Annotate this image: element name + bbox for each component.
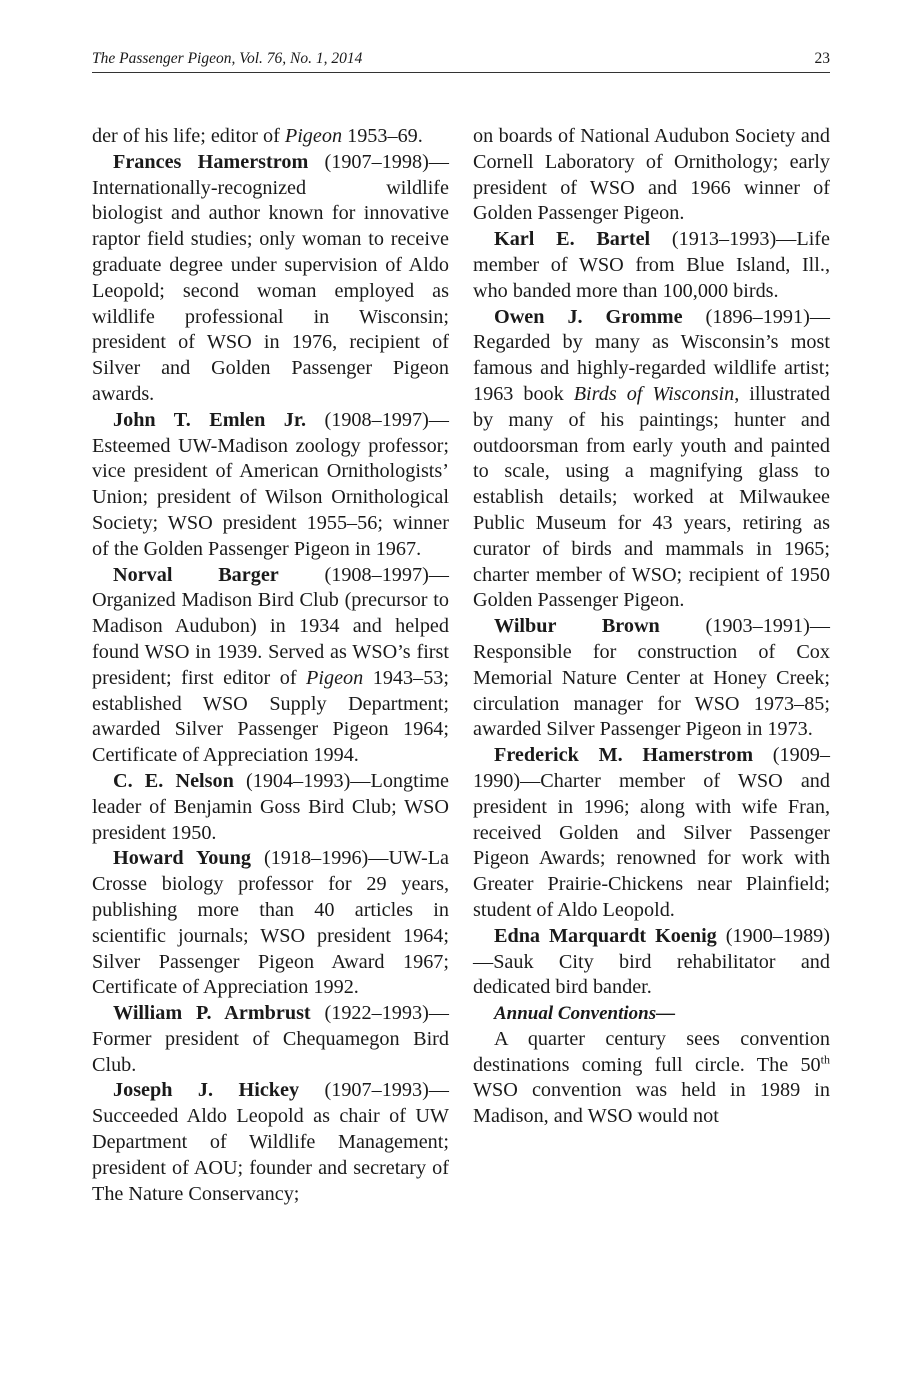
- section-heading: Annual Conventions—: [494, 1003, 676, 1025]
- entry-william-armbrust: [92, 1001, 449, 1078]
- entry-text: (1907–1993)—Succeeded Aldo Leopold as chair of UW Department of Wildlife Management; president of AOU; founder and secretary of The Nature Conservancy;: [92, 1079, 449, 1205]
- entry-text-end: 1943–53; established WSO Supply Department; awarded Silver Passenger Pigeon 1964; Certificate of Appreciation 1994.: [92, 666, 450, 767]
- entry-text: (1909–1990)—Charter member of WSO and president in 1996; along with wife Fran, received Golden and Silver Passenger Pigeon Awards; renowned for work with Greater Prairie-Chickens near Plainfield; student of Aldo Leopold.: [473, 744, 830, 921]
- entry-name: Edna Marquardt Koenig: [494, 924, 717, 947]
- entry-john-emlen: [92, 408, 449, 563]
- entry-ce-nelson: [92, 769, 449, 846]
- journal-italic: Pigeon: [284, 125, 343, 147]
- entry-text: (1900–1989)—Sauk City bird rehabilitator and dedicated bird bander.: [473, 924, 830, 999]
- section-paragraph: [473, 1027, 830, 1130]
- continuation-paragraph: [92, 124, 449, 150]
- entry-name: Frederick M. Hamerstrom: [494, 744, 754, 767]
- entry-name: Howard Young: [113, 847, 251, 870]
- entry-text: (1922–1993)—Former president of Chequamegon Bird Club.: [92, 1002, 449, 1076]
- paragraph-text: A quarter century sees convention destinations coming full circle. The 50: [473, 1027, 830, 1076]
- entry-text: (1918–1996)—UW-La Crosse biology professor for 29 years, publishing more than 40 articles in scientific journals; WSO president 1964; Silver Passenger Pigeon Award 1967; Certificate of Appreciation 1992.: [92, 847, 449, 999]
- paragraph-text-end: WSO convention was held in 1989 in Madison, and WSO would not: [473, 1079, 830, 1128]
- entry-frederick-hamerstrom: [473, 743, 830, 924]
- book-title-italic: Birds of Wisconsin: [573, 382, 735, 405]
- entry-name: Owen J. Gromme: [494, 305, 683, 328]
- entry-name: Wilbur Brown: [494, 615, 660, 638]
- entry-name: C. E. Nelson: [113, 769, 234, 792]
- entry-name: Norval Barger: [113, 563, 279, 586]
- continuation-paragraph: on boards of National Audubon Society and Cornell Laboratory of Ornithology; early president of WSO and 1966 winner of Golden Passenger Pigeon.: [473, 125, 830, 225]
- entry-howard-young: [92, 846, 449, 1001]
- right-column: [473, 124, 830, 1130]
- continuation-text: der of his life; editor of: [92, 125, 285, 147]
- ordinal-superscript: th: [820, 1051, 830, 1066]
- entry-norval-barger: [92, 563, 449, 769]
- entry-italic: Pigeon: [306, 666, 364, 689]
- entry-name: Joseph J. Hickey: [113, 1079, 300, 1102]
- running-header: [92, 50, 830, 73]
- entry-joseph-hickey: [92, 1078, 449, 1207]
- entry-text: (1908–1997)—Esteemed UW-Madison zoology professor; vice president of American Ornithologists’ Union; president of Wilson Ornithological Society; WSO president 1955–56; winner of the Golden Passenger Pigeon in 1967.: [92, 408, 449, 560]
- journal-title: The Passenger Pigeon, Vol. 76, No. 1, 2014: [92, 50, 363, 67]
- entry-text: (1896–1991)—Regarded by many as Wisconsin’s most famous and highly-regarded wildlife artist; 1963 book: [473, 305, 830, 405]
- entry-name: Karl E. Bartel: [494, 228, 651, 251]
- entry-text: (1903–1991)—Responsible for construction of Cox Memorial Nature Center at Honey Creek; circulation manager for WSO 1973–85; awarded Silver Passenger Pigeon in 1973.: [473, 615, 830, 741]
- continuation-text-end: 1953–69.: [342, 125, 423, 147]
- entry-karl-bartel: [473, 227, 830, 304]
- entry-text: (1908–1997)—Organized Madison Bird Club (precursor to Madison Audubon) in 1934 and helped found WSO in 1939. Served as WSO’s first president; first editor of: [92, 563, 449, 689]
- entry-text-end: , illustrated by many of his paintings; hunter and outdoorsman from early youth and painted to scale, using a magnifying glass to establish details; worked at Milwaukee Public Museum for 43 years, retiring as curator of birds and mammals in 1965; charter member of WSO; recipient of 1950 Golden Passenger Pigeon.: [473, 382, 831, 612]
- entry-frances-hamerstrom: [92, 150, 449, 408]
- page-number: 23: [814, 50, 830, 67]
- entry-wilbur-brown: [473, 614, 830, 743]
- entry-name: John T. Emlen Jr.: [113, 408, 307, 431]
- left-column: [92, 124, 449, 1207]
- entry-owen-gromme: [473, 305, 830, 615]
- entry-text: (1904–1993)—Longtime leader of Benjamin Goss Bird Club; WSO president 1950.: [92, 769, 449, 844]
- entry-name: William P. Armbrust: [113, 1002, 311, 1025]
- entry-name: Frances Hamerstrom: [113, 150, 309, 173]
- entry-text: (1913–1993)—Life member of WSO from Blue Island, Ill., who banded more than 100,000 birds.: [473, 228, 830, 302]
- entry-edna-koenig: [473, 924, 830, 1001]
- entry-text: (1907–1998)—Internationally-recognized wildlife biologist and author known for innovative raptor field studies; only woman to receive graduate degree under supervision of Aldo Leopold; second woman employed as wildlife professional in Wisconsin; president of WSO in 1976, recipient of Silver and Golden Passenger Pigeon awards.: [92, 150, 449, 405]
